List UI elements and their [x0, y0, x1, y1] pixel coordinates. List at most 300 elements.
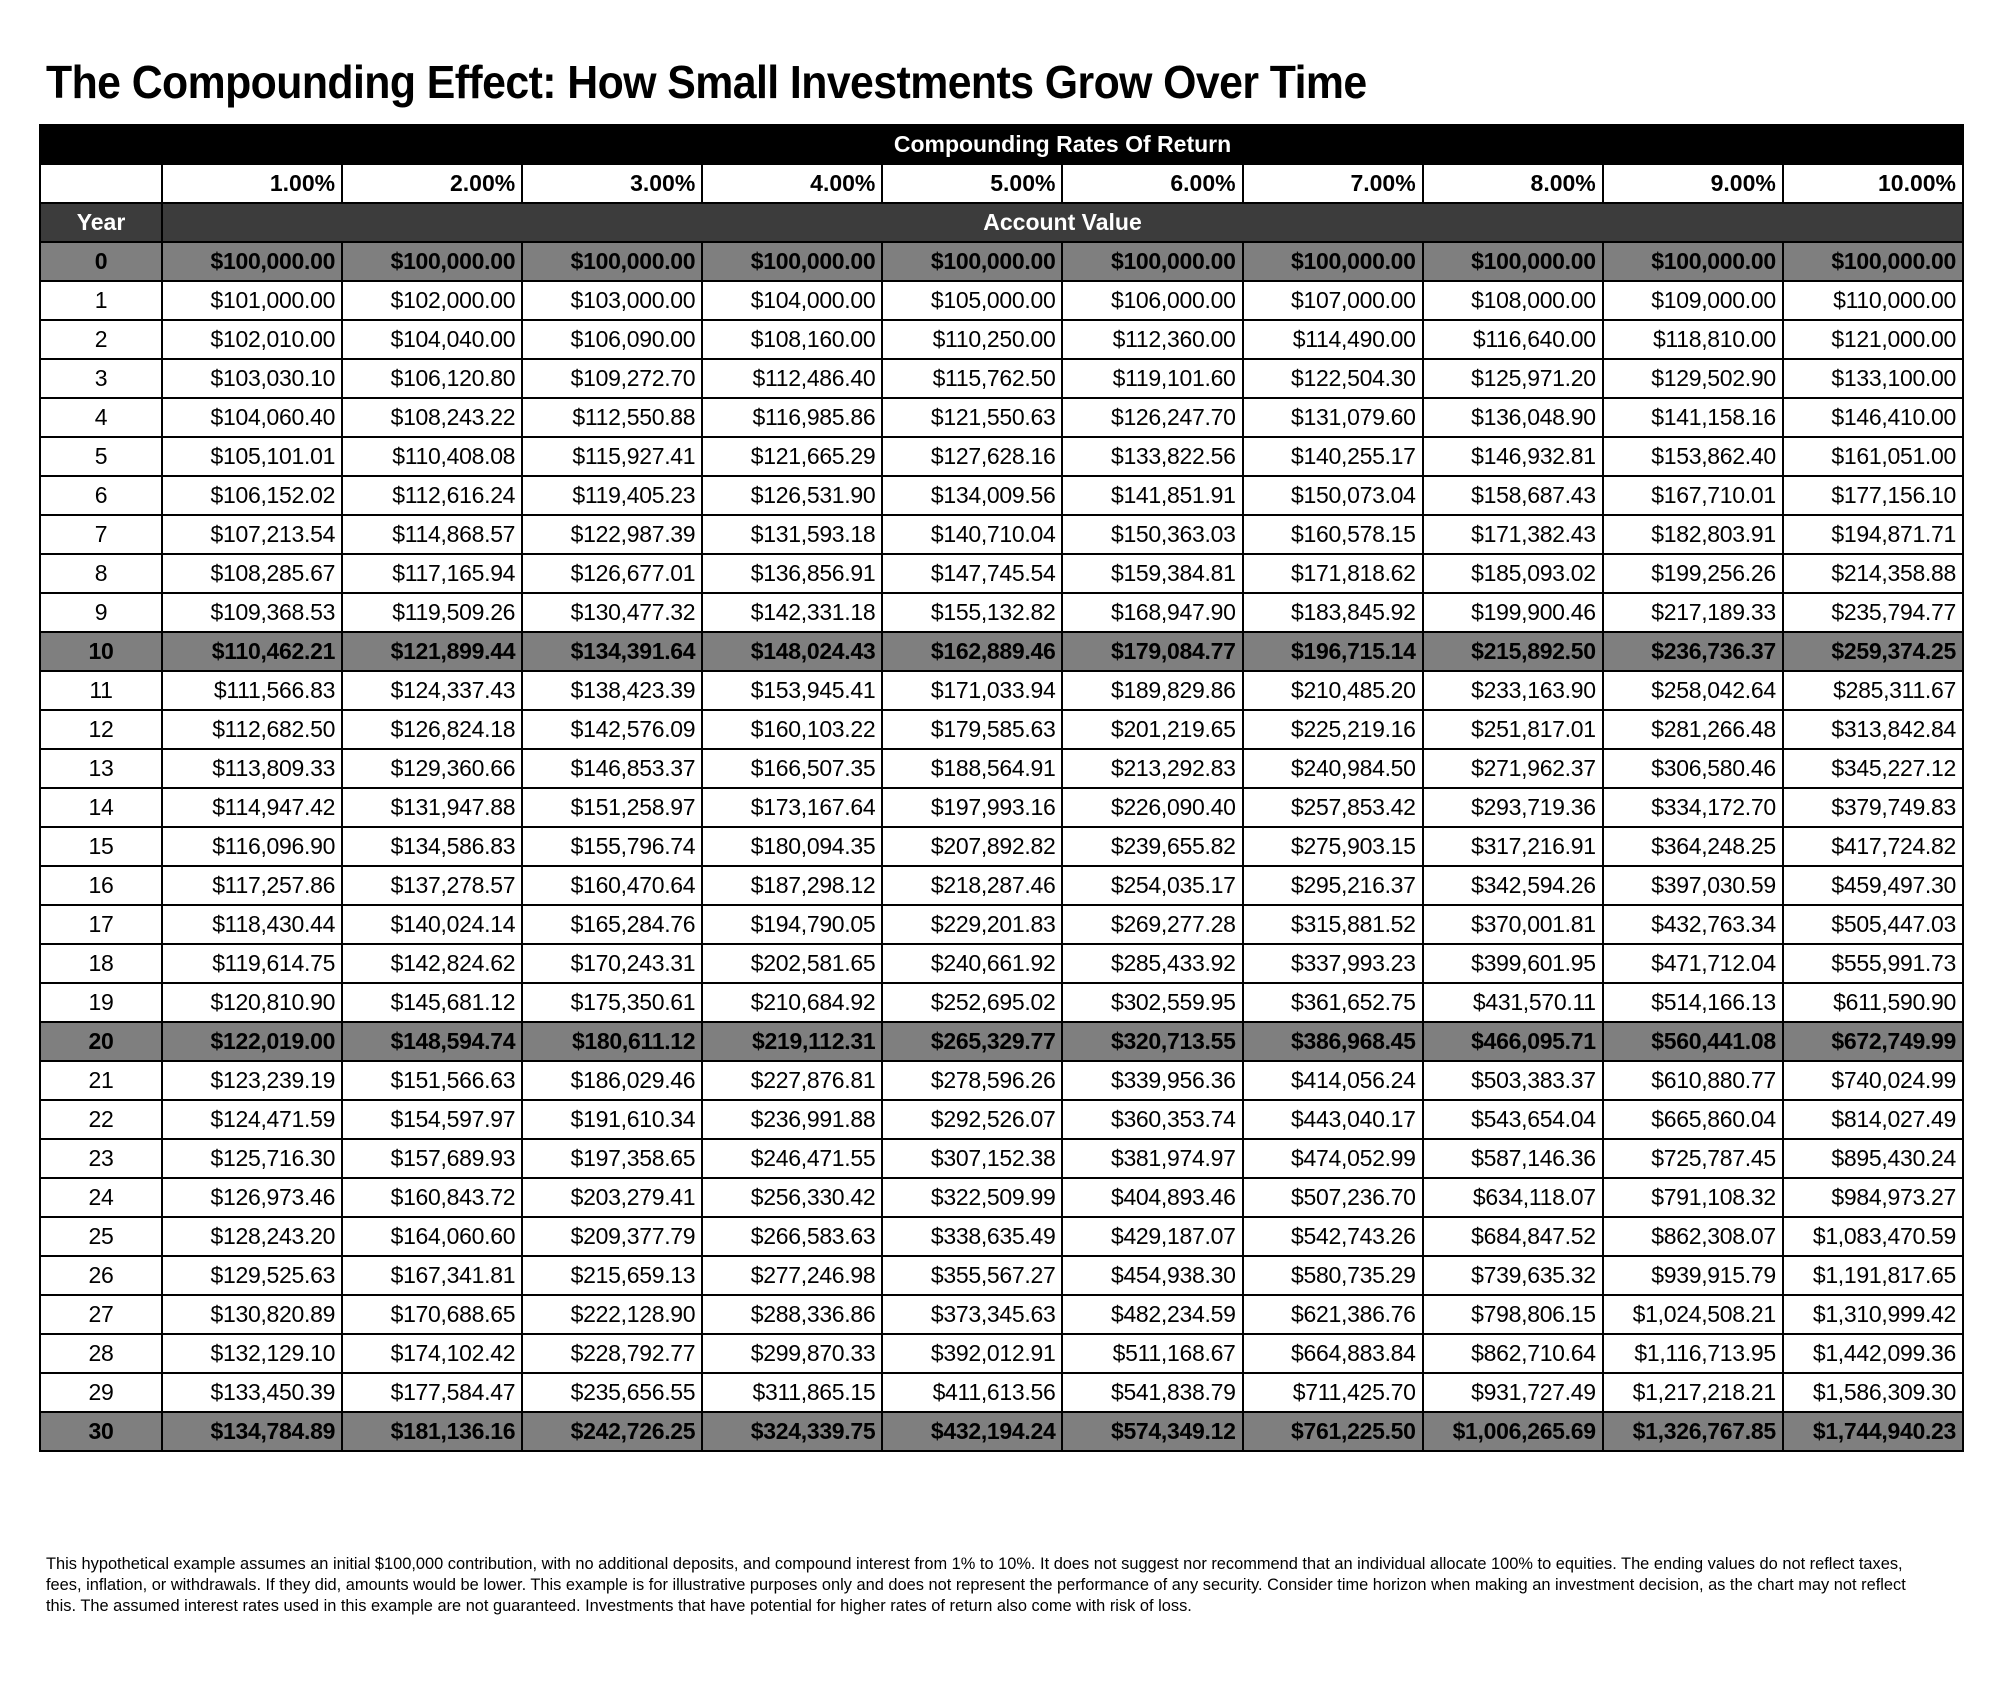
account-value-cell: $175,350.61: [522, 983, 702, 1022]
year-cell: 20: [40, 1022, 162, 1061]
account-value-cell: $126,824.18: [342, 710, 522, 749]
account-value-cell: $181,136.16: [342, 1412, 522, 1451]
account-value-header-row: [40, 203, 1963, 242]
account-value-cell: $129,502.90: [1603, 359, 1783, 398]
account-value-cell: $126,247.70: [1062, 398, 1242, 437]
account-value-cell: $218,287.46: [882, 866, 1062, 905]
account-value-cell: $148,024.43: [702, 632, 882, 671]
account-value-cell: $1,744,940.23: [1783, 1412, 1963, 1451]
account-value-cell: $672,749.99: [1783, 1022, 1963, 1061]
account-value-cell: $227,876.81: [702, 1061, 882, 1100]
rate-header-cell: 3.00%: [522, 164, 702, 203]
account-value-cell: $133,450.39: [162, 1373, 342, 1412]
account-value-cell: $246,471.55: [702, 1139, 882, 1178]
table-row: [40, 866, 1963, 905]
table-row: [40, 632, 1963, 671]
account-value-cell: $141,158.16: [1603, 398, 1783, 437]
account-value-cell: $167,341.81: [342, 1256, 522, 1295]
account-value-cell: $110,462.21: [162, 632, 342, 671]
account-value-cell: $399,601.95: [1423, 944, 1603, 983]
account-value-cell: $105,101.01: [162, 437, 342, 476]
account-value-cell: $194,871.71: [1783, 515, 1963, 554]
account-value-cell: $1,024,508.21: [1603, 1295, 1783, 1334]
account-value-cell: $226,090.40: [1062, 788, 1242, 827]
account-value-cell: $103,000.00: [522, 281, 702, 320]
disclaimer-text: This hypothetical example assumes an initial $100,000 contribution, with no additional deposits, and compound interest from 1% to 10%. It does not suggest nor recommend that an individual allocate 100% to equities. The ending values do not reflect taxes, fees, inflation, or withdrawals. If they did, amounts would be lower. This example is for illustrative purposes only and does not represent the performance of any security. Consider time horizon when making an investment decision, as the chart may not reflect this. The assumed interest rates used in this example are not guaranteed. Investments that have potential for higher rates of return also come with risk of loss.: [46, 1555, 1906, 1615]
account-value-cell: $379,749.83: [1783, 788, 1963, 827]
rate-header-cell: 2.00%: [342, 164, 522, 203]
account-value-cell: $131,079.60: [1243, 398, 1423, 437]
account-value-cell: $130,820.89: [162, 1295, 342, 1334]
account-value-cell: $173,167.64: [702, 788, 882, 827]
account-value-cell: $414,056.24: [1243, 1061, 1423, 1100]
account-value-cell: $100,000.00: [882, 242, 1062, 281]
account-value-cell: $1,442,099.36: [1783, 1334, 1963, 1373]
account-value-cell: $151,258.97: [522, 788, 702, 827]
account-value-cell: $154,597.97: [342, 1100, 522, 1139]
account-value-cell: $459,497.30: [1783, 866, 1963, 905]
account-value-cell: $471,712.04: [1603, 944, 1783, 983]
account-value-cell: $119,101.60: [1062, 359, 1242, 398]
account-value-cell: $292,526.07: [882, 1100, 1062, 1139]
account-value-cell: $102,010.00: [162, 320, 342, 359]
account-value-cell: $199,256.26: [1603, 554, 1783, 593]
account-value-cell: $288,336.86: [702, 1295, 882, 1334]
year-cell: 22: [40, 1100, 162, 1139]
account-value-cell: $431,570.11: [1423, 983, 1603, 1022]
page-title: The Compounding Effect: How Small Investments Grow Over Time: [46, 56, 1367, 108]
table-row: [40, 905, 1963, 944]
compounding-table: [39, 124, 1964, 1452]
account-value-cell: $121,550.63: [882, 398, 1062, 437]
rate-header-cell: 7.00%: [1243, 164, 1423, 203]
account-value-cell: $373,345.63: [882, 1295, 1062, 1334]
account-value-cell: $275,903.15: [1243, 827, 1423, 866]
account-value-cell: $104,040.00: [342, 320, 522, 359]
account-value-cell: $131,593.18: [702, 515, 882, 554]
account-value-cell: $161,051.00: [1783, 437, 1963, 476]
account-value-cell: $160,578.15: [1243, 515, 1423, 554]
account-value-cell: $199,900.46: [1423, 593, 1603, 632]
table-row: [40, 242, 1963, 281]
account-value-cell: $147,745.54: [882, 554, 1062, 593]
account-value-cell: $338,635.49: [882, 1217, 1062, 1256]
account-value-cell: $162,889.46: [882, 632, 1062, 671]
account-value-cell: $739,635.32: [1423, 1256, 1603, 1295]
account-value-cell: $133,100.00: [1783, 359, 1963, 398]
account-value-cell: $711,425.70: [1243, 1373, 1423, 1412]
account-value-cell: $108,243.22: [342, 398, 522, 437]
account-value-cell: $215,659.13: [522, 1256, 702, 1295]
account-value-cell: $235,656.55: [522, 1373, 702, 1412]
account-value-cell: $202,581.65: [702, 944, 882, 983]
account-value-cell: $417,724.82: [1783, 827, 1963, 866]
account-value-cell: $103,030.10: [162, 359, 342, 398]
account-value-cell: $233,163.90: [1423, 671, 1603, 710]
account-value-cell: $109,368.53: [162, 593, 342, 632]
account-value-cell: $150,073.04: [1243, 476, 1423, 515]
account-value-cell: $210,485.20: [1243, 671, 1423, 710]
account-value-cell: $124,337.43: [342, 671, 522, 710]
year-cell: 19: [40, 983, 162, 1022]
account-value-cell: $295,216.37: [1243, 866, 1423, 905]
account-value-cell: $188,564.91: [882, 749, 1062, 788]
account-value-cell: $505,447.03: [1783, 905, 1963, 944]
account-value-cell: $112,616.24: [342, 476, 522, 515]
account-value-cell: $133,822.56: [1062, 437, 1242, 476]
year-cell: 16: [40, 866, 162, 905]
account-value-cell: $125,716.30: [162, 1139, 342, 1178]
year-cell: 11: [40, 671, 162, 710]
account-value-cell: $185,093.02: [1423, 554, 1603, 593]
account-value-cell: $183,845.92: [1243, 593, 1423, 632]
account-value-cell: $313,842.84: [1783, 710, 1963, 749]
account-value-cell: $115,927.41: [522, 437, 702, 476]
account-value-cell: $117,257.86: [162, 866, 342, 905]
account-value-cell: $432,763.34: [1603, 905, 1783, 944]
account-value-cell: $129,525.63: [162, 1256, 342, 1295]
table-row: [40, 554, 1963, 593]
account-value-cell: $443,040.17: [1243, 1100, 1423, 1139]
account-value-cell: $142,824.62: [342, 944, 522, 983]
rate-header-cell: 1.00%: [162, 164, 342, 203]
table-row: [40, 671, 1963, 710]
table-row: [40, 359, 1963, 398]
account-value-cell: $104,000.00: [702, 281, 882, 320]
account-value-cell: $236,736.37: [1603, 632, 1783, 671]
account-value-cell: $182,803.91: [1603, 515, 1783, 554]
rates-row: [40, 164, 1963, 203]
account-value-cell: $160,103.22: [702, 710, 882, 749]
account-value-cell: $240,984.50: [1243, 749, 1423, 788]
account-value-cell: $862,308.07: [1603, 1217, 1783, 1256]
account-value-cell: $634,118.07: [1423, 1178, 1603, 1217]
account-value-cell: $140,024.14: [342, 905, 522, 944]
year-cell: 29: [40, 1373, 162, 1412]
account-value-cell: $543,654.04: [1423, 1100, 1603, 1139]
account-value-cell: $134,009.56: [882, 476, 1062, 515]
account-value-cell: $110,250.00: [882, 320, 1062, 359]
account-value-cell: $151,566.63: [342, 1061, 522, 1100]
account-value-cell: $106,120.80: [342, 359, 522, 398]
account-value-cell: $187,298.12: [702, 866, 882, 905]
year-cell: 8: [40, 554, 162, 593]
account-value-cell: $170,243.31: [522, 944, 702, 983]
table-row: [40, 320, 1963, 359]
account-value-cell: $107,213.54: [162, 515, 342, 554]
table-row: [40, 1139, 1963, 1178]
account-value-cell: $122,987.39: [522, 515, 702, 554]
account-value-cell: $252,695.02: [882, 983, 1062, 1022]
account-value-cell: $194,790.05: [702, 905, 882, 944]
account-value-cell: $266,583.63: [702, 1217, 882, 1256]
account-value-cell: $170,688.65: [342, 1295, 522, 1334]
account-value-cell: $355,567.27: [882, 1256, 1062, 1295]
account-value-cell: $137,278.57: [342, 866, 522, 905]
account-value-cell: $725,787.45: [1603, 1139, 1783, 1178]
account-value-cell: $106,000.00: [1062, 281, 1242, 320]
account-value-cell: $108,000.00: [1423, 281, 1603, 320]
account-value-cell: $432,194.24: [882, 1412, 1062, 1451]
year-cell: 0: [40, 242, 162, 281]
account-value-cell: $177,584.47: [342, 1373, 522, 1412]
account-value-cell: $665,860.04: [1603, 1100, 1783, 1139]
account-value-cell: $217,189.33: [1603, 593, 1783, 632]
account-value-cell: $110,408.08: [342, 437, 522, 476]
year-cell: 25: [40, 1217, 162, 1256]
account-value-cell: $124,471.59: [162, 1100, 342, 1139]
account-value-cell: $150,363.03: [1062, 515, 1242, 554]
account-value-cell: $106,090.00: [522, 320, 702, 359]
account-value-cell: $611,590.90: [1783, 983, 1963, 1022]
account-value-cell: $271,962.37: [1423, 749, 1603, 788]
account-value-cell: $1,586,309.30: [1783, 1373, 1963, 1412]
account-value-cell: $166,507.35: [702, 749, 882, 788]
account-value-cell: $179,585.63: [882, 710, 1062, 749]
account-value-cell: $1,191,817.65: [1783, 1256, 1963, 1295]
account-value-cell: $798,806.15: [1423, 1295, 1603, 1334]
account-value-cell: $105,000.00: [882, 281, 1062, 320]
account-value-cell: $108,160.00: [702, 320, 882, 359]
account-value-cell: $320,713.55: [1062, 1022, 1242, 1061]
account-value-cell: $191,610.34: [522, 1100, 702, 1139]
account-value-cell: $254,035.17: [1062, 866, 1242, 905]
account-value-cell: $177,156.10: [1783, 476, 1963, 515]
account-value-cell: $555,991.73: [1783, 944, 1963, 983]
account-value-cell: $136,856.91: [702, 554, 882, 593]
rates-row-blank: [40, 164, 162, 203]
account-value-cell: $337,993.23: [1243, 944, 1423, 983]
account-value-cell: $136,048.90: [1423, 398, 1603, 437]
account-value-cell: $334,172.70: [1603, 788, 1783, 827]
table-row: [40, 749, 1963, 788]
account-value-cell: $258,042.64: [1603, 671, 1783, 710]
account-value-cell: $171,818.62: [1243, 554, 1423, 593]
table-row: [40, 983, 1963, 1022]
account-value-cell: $514,166.13: [1603, 983, 1783, 1022]
account-value-cell: $761,225.50: [1243, 1412, 1423, 1451]
account-value-cell: $895,430.24: [1783, 1139, 1963, 1178]
account-value-cell: $100,000.00: [1423, 242, 1603, 281]
account-value-cell: $100,000.00: [522, 242, 702, 281]
account-value-cell: $159,384.81: [1062, 554, 1242, 593]
account-value-cell: $168,947.90: [1062, 593, 1242, 632]
account-value-cell: $219,112.31: [702, 1022, 882, 1061]
account-value-cell: $278,596.26: [882, 1061, 1062, 1100]
account-value-cell: $142,331.18: [702, 593, 882, 632]
account-value-cell: $126,973.46: [162, 1178, 342, 1217]
account-value-cell: $116,985.86: [702, 398, 882, 437]
account-value-cell: $142,576.09: [522, 710, 702, 749]
account-value-cell: $411,613.56: [882, 1373, 1062, 1412]
account-value-cell: $386,968.45: [1243, 1022, 1423, 1061]
account-value-cell: $119,509.26: [342, 593, 522, 632]
year-cell: 1: [40, 281, 162, 320]
account-value-cell: $106,152.02: [162, 476, 342, 515]
year-cell: 2: [40, 320, 162, 359]
table-row: [40, 1022, 1963, 1061]
account-value-cell: $317,216.91: [1423, 827, 1603, 866]
account-value-cell: $580,735.29: [1243, 1256, 1423, 1295]
account-value-cell: $364,248.25: [1603, 827, 1783, 866]
account-value-cell: $100,000.00: [1243, 242, 1423, 281]
account-value-cell: $157,689.93: [342, 1139, 522, 1178]
account-value-cell: $127,628.16: [882, 437, 1062, 476]
account-value-cell: $146,853.37: [522, 749, 702, 788]
rate-header-cell: 8.00%: [1423, 164, 1603, 203]
account-value-cell: $684,847.52: [1423, 1217, 1603, 1256]
account-value-cell: $474,052.99: [1243, 1139, 1423, 1178]
account-value-cell: $397,030.59: [1603, 866, 1783, 905]
account-value-cell: $315,881.52: [1243, 905, 1423, 944]
rate-header-cell: 10.00%: [1783, 164, 1963, 203]
account-value-cell: $104,060.40: [162, 398, 342, 437]
account-value-cell: $214,358.88: [1783, 554, 1963, 593]
account-value-cell: $116,640.00: [1423, 320, 1603, 359]
rates-header: Compounding Rates Of Return: [162, 125, 1963, 164]
account-value-cell: $229,201.83: [882, 905, 1062, 944]
year-cell: 3: [40, 359, 162, 398]
account-value-cell: $381,974.97: [1062, 1139, 1242, 1178]
account-value-cell: $542,743.26: [1243, 1217, 1423, 1256]
account-value-cell: $281,266.48: [1603, 710, 1783, 749]
account-value-cell: $117,165.94: [342, 554, 522, 593]
account-value-cell: $134,586.83: [342, 827, 522, 866]
account-value-cell: $180,611.12: [522, 1022, 702, 1061]
account-value-cell: $404,893.46: [1062, 1178, 1242, 1217]
table-row: [40, 1373, 1963, 1412]
account-value-cell: $587,146.36: [1423, 1139, 1603, 1178]
table-row: [40, 1334, 1963, 1373]
account-value-cell: $112,486.40: [702, 359, 882, 398]
account-value-cell: $235,794.77: [1783, 593, 1963, 632]
year-cell: 18: [40, 944, 162, 983]
account-value-cell: $100,000.00: [342, 242, 522, 281]
account-value-cell: $228,792.77: [522, 1334, 702, 1373]
rate-header-cell: 4.00%: [702, 164, 882, 203]
account-value-cell: $134,784.89: [162, 1412, 342, 1451]
account-value-cell: $155,796.74: [522, 827, 702, 866]
account-value-cell: $322,509.99: [882, 1178, 1062, 1217]
account-value-cell: $311,865.15: [702, 1373, 882, 1412]
account-value-cell: $112,360.00: [1062, 320, 1242, 359]
account-value-cell: $109,272.70: [522, 359, 702, 398]
account-value-cell: $101,000.00: [162, 281, 342, 320]
account-value-cell: $140,255.17: [1243, 437, 1423, 476]
account-value-cell: $664,883.84: [1243, 1334, 1423, 1373]
account-value-cell: $134,391.64: [522, 632, 702, 671]
year-cell: 28: [40, 1334, 162, 1373]
table-row: [40, 1256, 1963, 1295]
table-row: [40, 1295, 1963, 1334]
rate-header-cell: 9.00%: [1603, 164, 1783, 203]
account-value-cell: $209,377.79: [522, 1217, 702, 1256]
account-value-cell: $165,284.76: [522, 905, 702, 944]
account-value-cell: $140,710.04: [882, 515, 1062, 554]
year-cell: 6: [40, 476, 162, 515]
year-cell: 30: [40, 1412, 162, 1451]
account-value-cell: $112,550.88: [522, 398, 702, 437]
account-value-cell: $324,339.75: [702, 1412, 882, 1451]
account-value-cell: $160,470.64: [522, 866, 702, 905]
account-value-cell: $269,277.28: [1062, 905, 1242, 944]
account-value-cell: $141,851.91: [1062, 476, 1242, 515]
account-value-cell: $215,892.50: [1423, 632, 1603, 671]
account-value-cell: $125,971.20: [1423, 359, 1603, 398]
account-value-cell: $791,108.32: [1603, 1178, 1783, 1217]
account-value-cell: $256,330.42: [702, 1178, 882, 1217]
account-value-cell: $119,405.23: [522, 476, 702, 515]
account-value-cell: $306,580.46: [1603, 749, 1783, 788]
year-cell: 21: [40, 1061, 162, 1100]
account-value-cell: $236,991.88: [702, 1100, 882, 1139]
table-row: [40, 1217, 1963, 1256]
account-value-cell: $167,710.01: [1603, 476, 1783, 515]
account-value-cell: $302,559.95: [1062, 983, 1242, 1022]
account-value-cell: $121,899.44: [342, 632, 522, 671]
account-value-cell: $145,681.12: [342, 983, 522, 1022]
account-value-cell: $171,033.94: [882, 671, 1062, 710]
account-value-cell: $130,477.32: [522, 593, 702, 632]
year-cell: 17: [40, 905, 162, 944]
account-value-cell: $299,870.33: [702, 1334, 882, 1373]
year-cell: 5: [40, 437, 162, 476]
account-value-cell: $116,096.90: [162, 827, 342, 866]
year-cell: 9: [40, 593, 162, 632]
account-value-cell: $148,594.74: [342, 1022, 522, 1061]
account-value-cell: $153,945.41: [702, 671, 882, 710]
table-row: [40, 944, 1963, 983]
table-row: [40, 1178, 1963, 1217]
account-value-cell: $225,219.16: [1243, 710, 1423, 749]
account-value-cell: $114,868.57: [342, 515, 522, 554]
account-value-cell: $138,423.39: [522, 671, 702, 710]
year-cell: 7: [40, 515, 162, 554]
account-value-cell: $251,817.01: [1423, 710, 1603, 749]
account-value-cell: $257,853.42: [1243, 788, 1423, 827]
account-value-cell: $560,441.08: [1603, 1022, 1783, 1061]
account-value-cell: $360,353.74: [1062, 1100, 1242, 1139]
account-value-cell: $1,310,999.42: [1783, 1295, 1963, 1334]
account-value-cell: $160,843.72: [342, 1178, 522, 1217]
account-value-cell: $862,710.64: [1423, 1334, 1603, 1373]
account-value-cell: $121,665.29: [702, 437, 882, 476]
rate-header-cell: 6.00%: [1062, 164, 1242, 203]
account-value-cell: $740,024.99: [1783, 1061, 1963, 1100]
rate-header-cell: 5.00%: [882, 164, 1062, 203]
account-value-cell: $119,614.75: [162, 944, 342, 983]
account-value-cell: $621,386.76: [1243, 1295, 1423, 1334]
account-value-cell: $931,727.49: [1423, 1373, 1603, 1412]
account-value-cell: $100,000.00: [702, 242, 882, 281]
account-value-cell: $113,809.33: [162, 749, 342, 788]
table-row: [40, 710, 1963, 749]
account-value-cell: $196,715.14: [1243, 632, 1423, 671]
account-value-cell: $114,947.42: [162, 788, 342, 827]
year-header: Year: [40, 203, 162, 242]
year-cell: 4: [40, 398, 162, 437]
account-value-cell: $109,000.00: [1603, 281, 1783, 320]
account-value-cell: $285,433.92: [1062, 944, 1242, 983]
account-value-header: Account Value: [162, 203, 1963, 242]
account-value-cell: $110,000.00: [1783, 281, 1963, 320]
year-cell: 12: [40, 710, 162, 749]
account-value-cell: $213,292.83: [1062, 749, 1242, 788]
account-value-cell: $361,652.75: [1243, 983, 1423, 1022]
account-value-cell: $345,227.12: [1783, 749, 1963, 788]
account-value-cell: $179,084.77: [1062, 632, 1242, 671]
account-value-cell: $107,000.00: [1243, 281, 1423, 320]
